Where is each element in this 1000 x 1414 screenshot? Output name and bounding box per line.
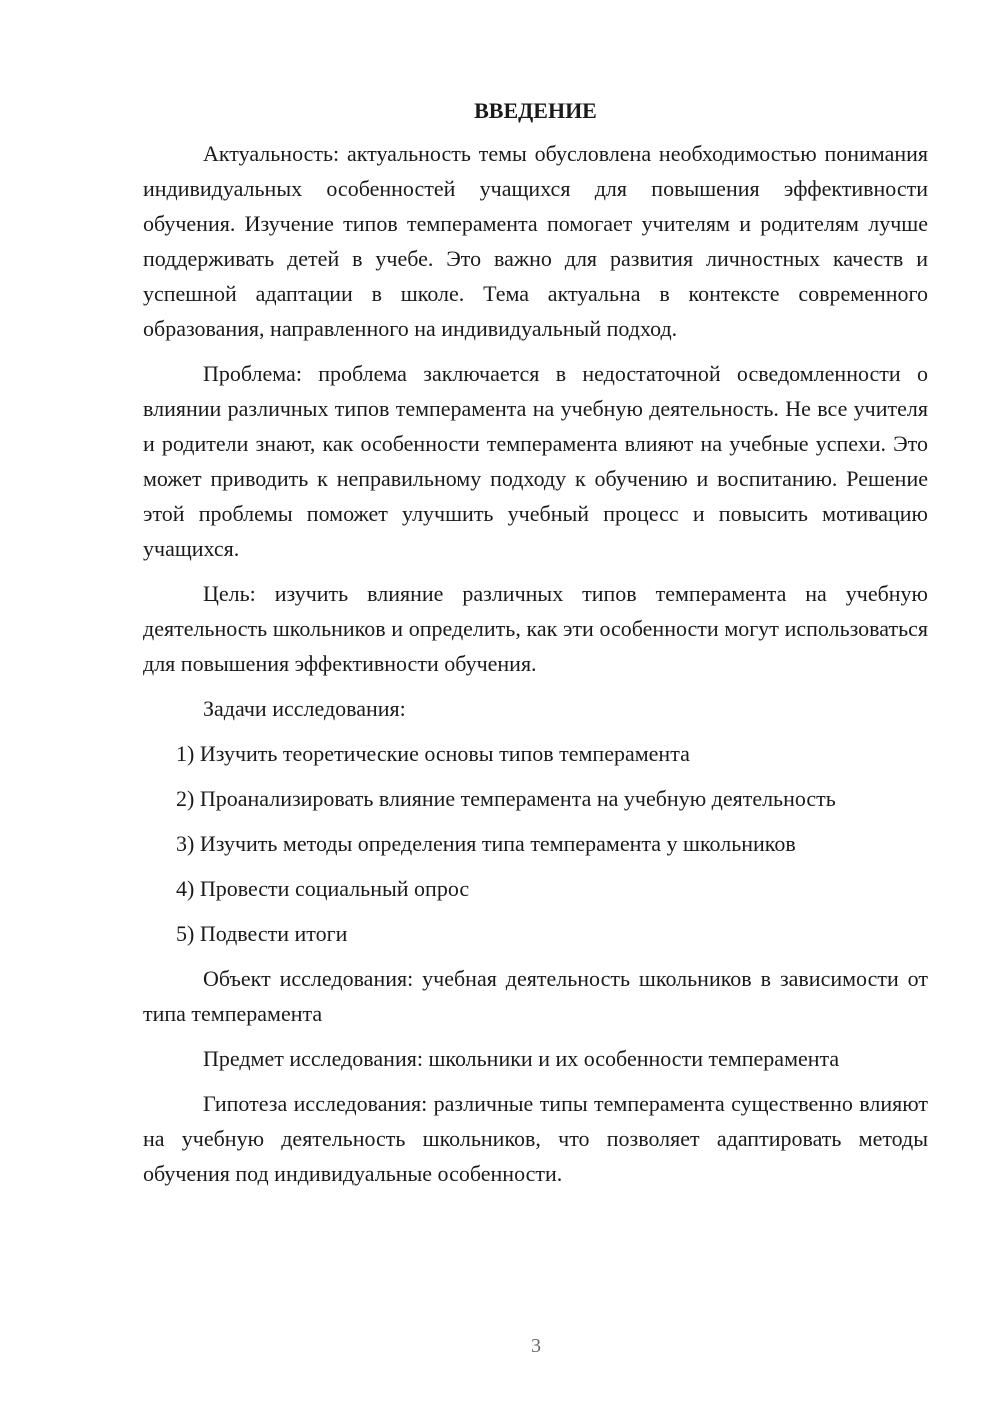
tasks-heading: Задачи исследования: — [203, 696, 406, 721]
paragraph-relevance: Актуальность: актуальность темы обусловлена необходимостью понимания индивидуальных особенностей учащихся для повышения эффективности обучения. Изучение типов темперамента помогает учителям и родителям лучше поддерживать детей в учебе. Это важно для развития личностных качеств и успешной адаптации в школе. Тема актуальна в контексте современного образования, направленного на индивидуальный подход. — [143, 141, 928, 341]
paragraph-hypothesis: Гипотеза исследования: различные типы темперамента существенно влияют на учебную деятельность школьников, что позволяет адаптировать методы обучения под индивидуальные особенности. — [143, 1091, 928, 1186]
page-title: ВВЕДЕНИЕ — [474, 98, 597, 123]
paragraph-goal: Цель: изучить влияние различных типов темперамента на учебную деятельность школьников и определить, как эти особенности могут использоваться для повышения эффективности обучения. — [143, 581, 928, 676]
task-item-2: 2) Проанализировать влияние темперамента на учебную деятельность — [176, 786, 836, 811]
document-body — [143, 96, 928, 1201]
task-item-4: 4) Провести социальный опрос — [176, 876, 470, 901]
task-item-3: 3) Изучить методы определения типа темперамента у школьников — [176, 831, 796, 856]
paragraph-subject: Предмет исследования: школьники и их особенности темперамента — [203, 1046, 840, 1071]
task-item-5: 5) Подвести итоги — [176, 921, 348, 946]
task-item-1: 1) Изучить теоретические основы типов темперамента — [176, 741, 690, 766]
paragraph-problem: Проблема: проблема заключается в недостаточной осведомленности о влиянии различных типов темперамента на учебную деятельность. Не все учителя и родители знают, как особенности темперамента влияют на учебные успехи. Это может приводить к неправильному подходу к обучению и воспитанию. Решение этой проблемы поможет улучшить учебный процесс и повысить мотивацию учащихся. — [143, 361, 928, 561]
tasks-list — [143, 736, 928, 951]
page-number: 3 — [531, 1335, 541, 1357]
paragraph-object: Объект исследования: учебная деятельность школьников в зависимости от типа темперамента — [143, 966, 928, 1026]
